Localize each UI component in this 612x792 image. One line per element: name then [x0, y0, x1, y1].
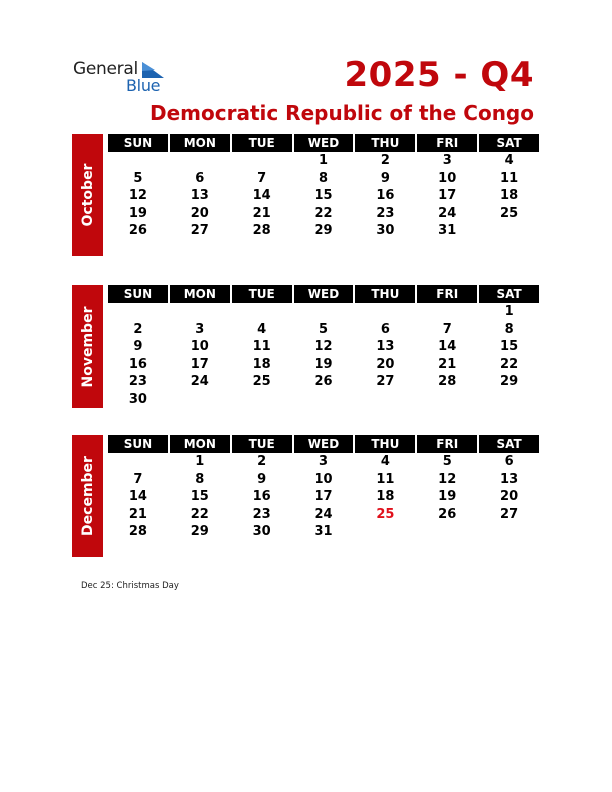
page-title: 2025 - Q4	[344, 55, 534, 95]
weekday-header: SUN	[108, 134, 168, 152]
day-cell: 2	[133, 321, 143, 337]
month-grid	[108, 435, 539, 541]
day-cell: 3	[195, 321, 205, 337]
empty-day-cell	[108, 453, 168, 471]
day-cell: 4	[257, 321, 267, 337]
month-label-tab	[72, 285, 103, 408]
week-row	[108, 152, 539, 170]
weekday-header: TUE	[232, 285, 292, 303]
week-row	[108, 356, 539, 374]
day-cell: 26	[438, 506, 457, 522]
brand-logo	[73, 59, 173, 95]
weekday-header: MON	[170, 285, 230, 303]
day-cell: 18	[500, 188, 519, 204]
week-row	[108, 321, 539, 339]
day-cell: 7	[442, 321, 452, 337]
day-cell: 26	[314, 374, 333, 390]
weekday-header: FRI	[417, 285, 477, 303]
day-cell: 5	[318, 321, 329, 337]
day-cell: 22	[190, 506, 209, 522]
empty-day-cell	[294, 391, 354, 409]
day-cell: 8	[318, 170, 329, 186]
weekday-header-row	[108, 134, 539, 152]
logo-general-text: General	[73, 59, 138, 79]
day-cell: 14	[128, 489, 147, 505]
empty-day-cell	[417, 391, 477, 409]
day-cell: 12	[438, 471, 457, 487]
weekday-header: THU	[355, 435, 415, 453]
day-cell: 21	[438, 356, 457, 372]
weekday-header-row	[108, 435, 539, 453]
day-cell: 20	[500, 489, 519, 505]
empty-day-cell	[170, 391, 230, 409]
day-cell: 21	[128, 506, 147, 522]
month-grid	[108, 134, 539, 240]
holiday-note: Dec 25: Christmas Day	[81, 581, 179, 591]
weekday-header: SAT	[479, 134, 539, 152]
day-cell: 13	[500, 471, 519, 487]
day-cell: 10	[438, 170, 457, 186]
day-cell: 29	[500, 374, 519, 390]
weekday-header: THU	[355, 134, 415, 152]
week-row	[108, 506, 539, 524]
week-row	[108, 488, 539, 506]
day-cell: 7	[133, 471, 143, 487]
day-cell: 28	[252, 223, 271, 239]
weekday-header: SUN	[108, 435, 168, 453]
day-cell: 16	[252, 489, 271, 505]
day-cell: 27	[190, 223, 209, 239]
day-cell: 22	[500, 356, 519, 372]
day-cell: 19	[128, 205, 147, 221]
day-cell: 2	[380, 153, 390, 168]
empty-day-cell	[355, 303, 415, 321]
day-cell: 30	[128, 391, 147, 407]
day-cell: 24	[438, 205, 457, 221]
day-cell: 4	[504, 153, 514, 168]
empty-day-cell	[108, 303, 168, 321]
day-cell: 21	[252, 205, 271, 221]
country-subtitle: Democratic Republic of the Congo	[149, 101, 534, 125]
empty-day-cell	[170, 152, 230, 170]
week-row	[108, 222, 539, 240]
day-cell: 20	[376, 356, 395, 372]
empty-day-cell	[108, 152, 168, 170]
week-row	[108, 471, 539, 489]
month-name: December	[79, 456, 96, 536]
day-cell: 1	[504, 304, 514, 319]
day-cell: 6	[504, 454, 514, 469]
weekday-header: WED	[294, 435, 354, 453]
empty-day-cell	[417, 303, 477, 321]
day-cell: 11	[500, 170, 519, 186]
day-cell: 23	[252, 506, 271, 522]
day-cell: 1	[318, 153, 329, 168]
weekday-header: TUE	[232, 134, 292, 152]
day-cell: 15	[500, 339, 519, 355]
day-cell: 28	[128, 524, 147, 540]
empty-day-cell	[417, 523, 477, 541]
month-name: October	[79, 163, 96, 227]
day-cell: 17	[438, 188, 457, 204]
day-cell: 7	[257, 170, 267, 186]
day-cell: 8	[195, 471, 205, 487]
day-cell: 3	[442, 153, 452, 168]
day-cell: 27	[376, 374, 395, 390]
weekday-header-row	[108, 285, 539, 303]
week-row	[108, 523, 539, 541]
day-cell: 29	[190, 524, 209, 540]
day-cell: 3	[318, 454, 329, 469]
empty-day-cell	[232, 303, 292, 321]
empty-day-cell	[479, 391, 539, 409]
day-cell: 26	[128, 223, 147, 239]
empty-day-cell	[170, 303, 230, 321]
weekday-header: SUN	[108, 285, 168, 303]
day-cell: 17	[314, 489, 333, 505]
day-cell: 18	[376, 489, 395, 505]
holiday-day-cell: 25	[376, 506, 395, 522]
logo-blue-text: Blue	[126, 76, 161, 95]
day-cell: 12	[314, 339, 333, 355]
empty-day-cell	[232, 152, 292, 170]
day-cell: 15	[314, 188, 333, 204]
day-cell: 14	[252, 188, 271, 204]
weekday-header: TUE	[232, 435, 292, 453]
empty-day-cell	[232, 391, 292, 409]
day-cell: 16	[128, 356, 147, 372]
day-cell: 1	[195, 454, 205, 469]
month-grid	[108, 285, 539, 409]
weekday-header: FRI	[417, 435, 477, 453]
weekday-header: FRI	[417, 134, 477, 152]
day-cell: 13	[376, 339, 395, 355]
day-cell: 23	[128, 374, 147, 390]
week-row	[108, 338, 539, 356]
week-row	[108, 303, 539, 321]
day-cell: 2	[257, 454, 267, 469]
day-cell: 20	[190, 205, 209, 221]
day-cell: 30	[376, 223, 395, 239]
day-cell: 4	[380, 454, 390, 469]
day-cell: 18	[252, 356, 271, 372]
day-cell: 31	[438, 223, 457, 239]
month-block-october	[72, 134, 539, 256]
day-cell: 9	[133, 339, 143, 355]
day-cell: 29	[314, 223, 333, 239]
day-cell: 10	[190, 339, 209, 355]
weekday-header: WED	[294, 134, 354, 152]
day-cell: 16	[376, 188, 395, 204]
month-block-december	[72, 435, 539, 557]
day-cell: 24	[314, 506, 333, 522]
day-cell: 9	[380, 170, 390, 186]
day-cell: 28	[438, 374, 457, 390]
month-block-november	[72, 285, 539, 408]
day-cell: 10	[314, 471, 333, 487]
day-cell: 23	[376, 205, 395, 221]
day-cell: 17	[190, 356, 209, 372]
weekday-header: THU	[355, 285, 415, 303]
day-cell: 5	[442, 454, 452, 469]
day-cell: 6	[195, 170, 205, 186]
day-cell: 25	[252, 374, 271, 390]
day-cell: 31	[314, 524, 333, 540]
day-cell: 25	[500, 205, 519, 221]
day-cell: 24	[190, 374, 209, 390]
empty-day-cell	[355, 391, 415, 409]
month-label-tab	[72, 435, 103, 557]
week-row	[108, 373, 539, 391]
week-row	[108, 205, 539, 223]
day-cell: 5	[133, 170, 143, 186]
weekday-header: MON	[170, 435, 230, 453]
empty-day-cell	[355, 523, 415, 541]
week-row	[108, 170, 539, 188]
day-cell: 8	[504, 321, 514, 337]
day-cell: 14	[438, 339, 457, 355]
week-row	[108, 391, 539, 409]
empty-day-cell	[479, 222, 539, 240]
empty-day-cell	[479, 523, 539, 541]
month-label-tab	[72, 134, 103, 256]
month-name: November	[79, 306, 96, 387]
weekday-header: SAT	[479, 435, 539, 453]
day-cell: 19	[314, 356, 333, 372]
week-row	[108, 453, 539, 471]
day-cell: 19	[438, 489, 457, 505]
day-cell: 11	[376, 471, 395, 487]
weekday-header: SAT	[479, 285, 539, 303]
day-cell: 22	[314, 205, 333, 221]
day-cell: 9	[257, 471, 267, 487]
day-cell: 30	[252, 524, 271, 540]
day-cell: 15	[190, 489, 209, 505]
day-cell: 12	[128, 188, 147, 204]
empty-day-cell	[294, 303, 354, 321]
weekday-header: WED	[294, 285, 354, 303]
day-cell: 13	[190, 188, 209, 204]
day-cell: 11	[252, 339, 271, 355]
day-cell: 27	[500, 506, 519, 522]
week-row	[108, 187, 539, 205]
day-cell: 6	[380, 321, 390, 337]
weekday-header: MON	[170, 134, 230, 152]
